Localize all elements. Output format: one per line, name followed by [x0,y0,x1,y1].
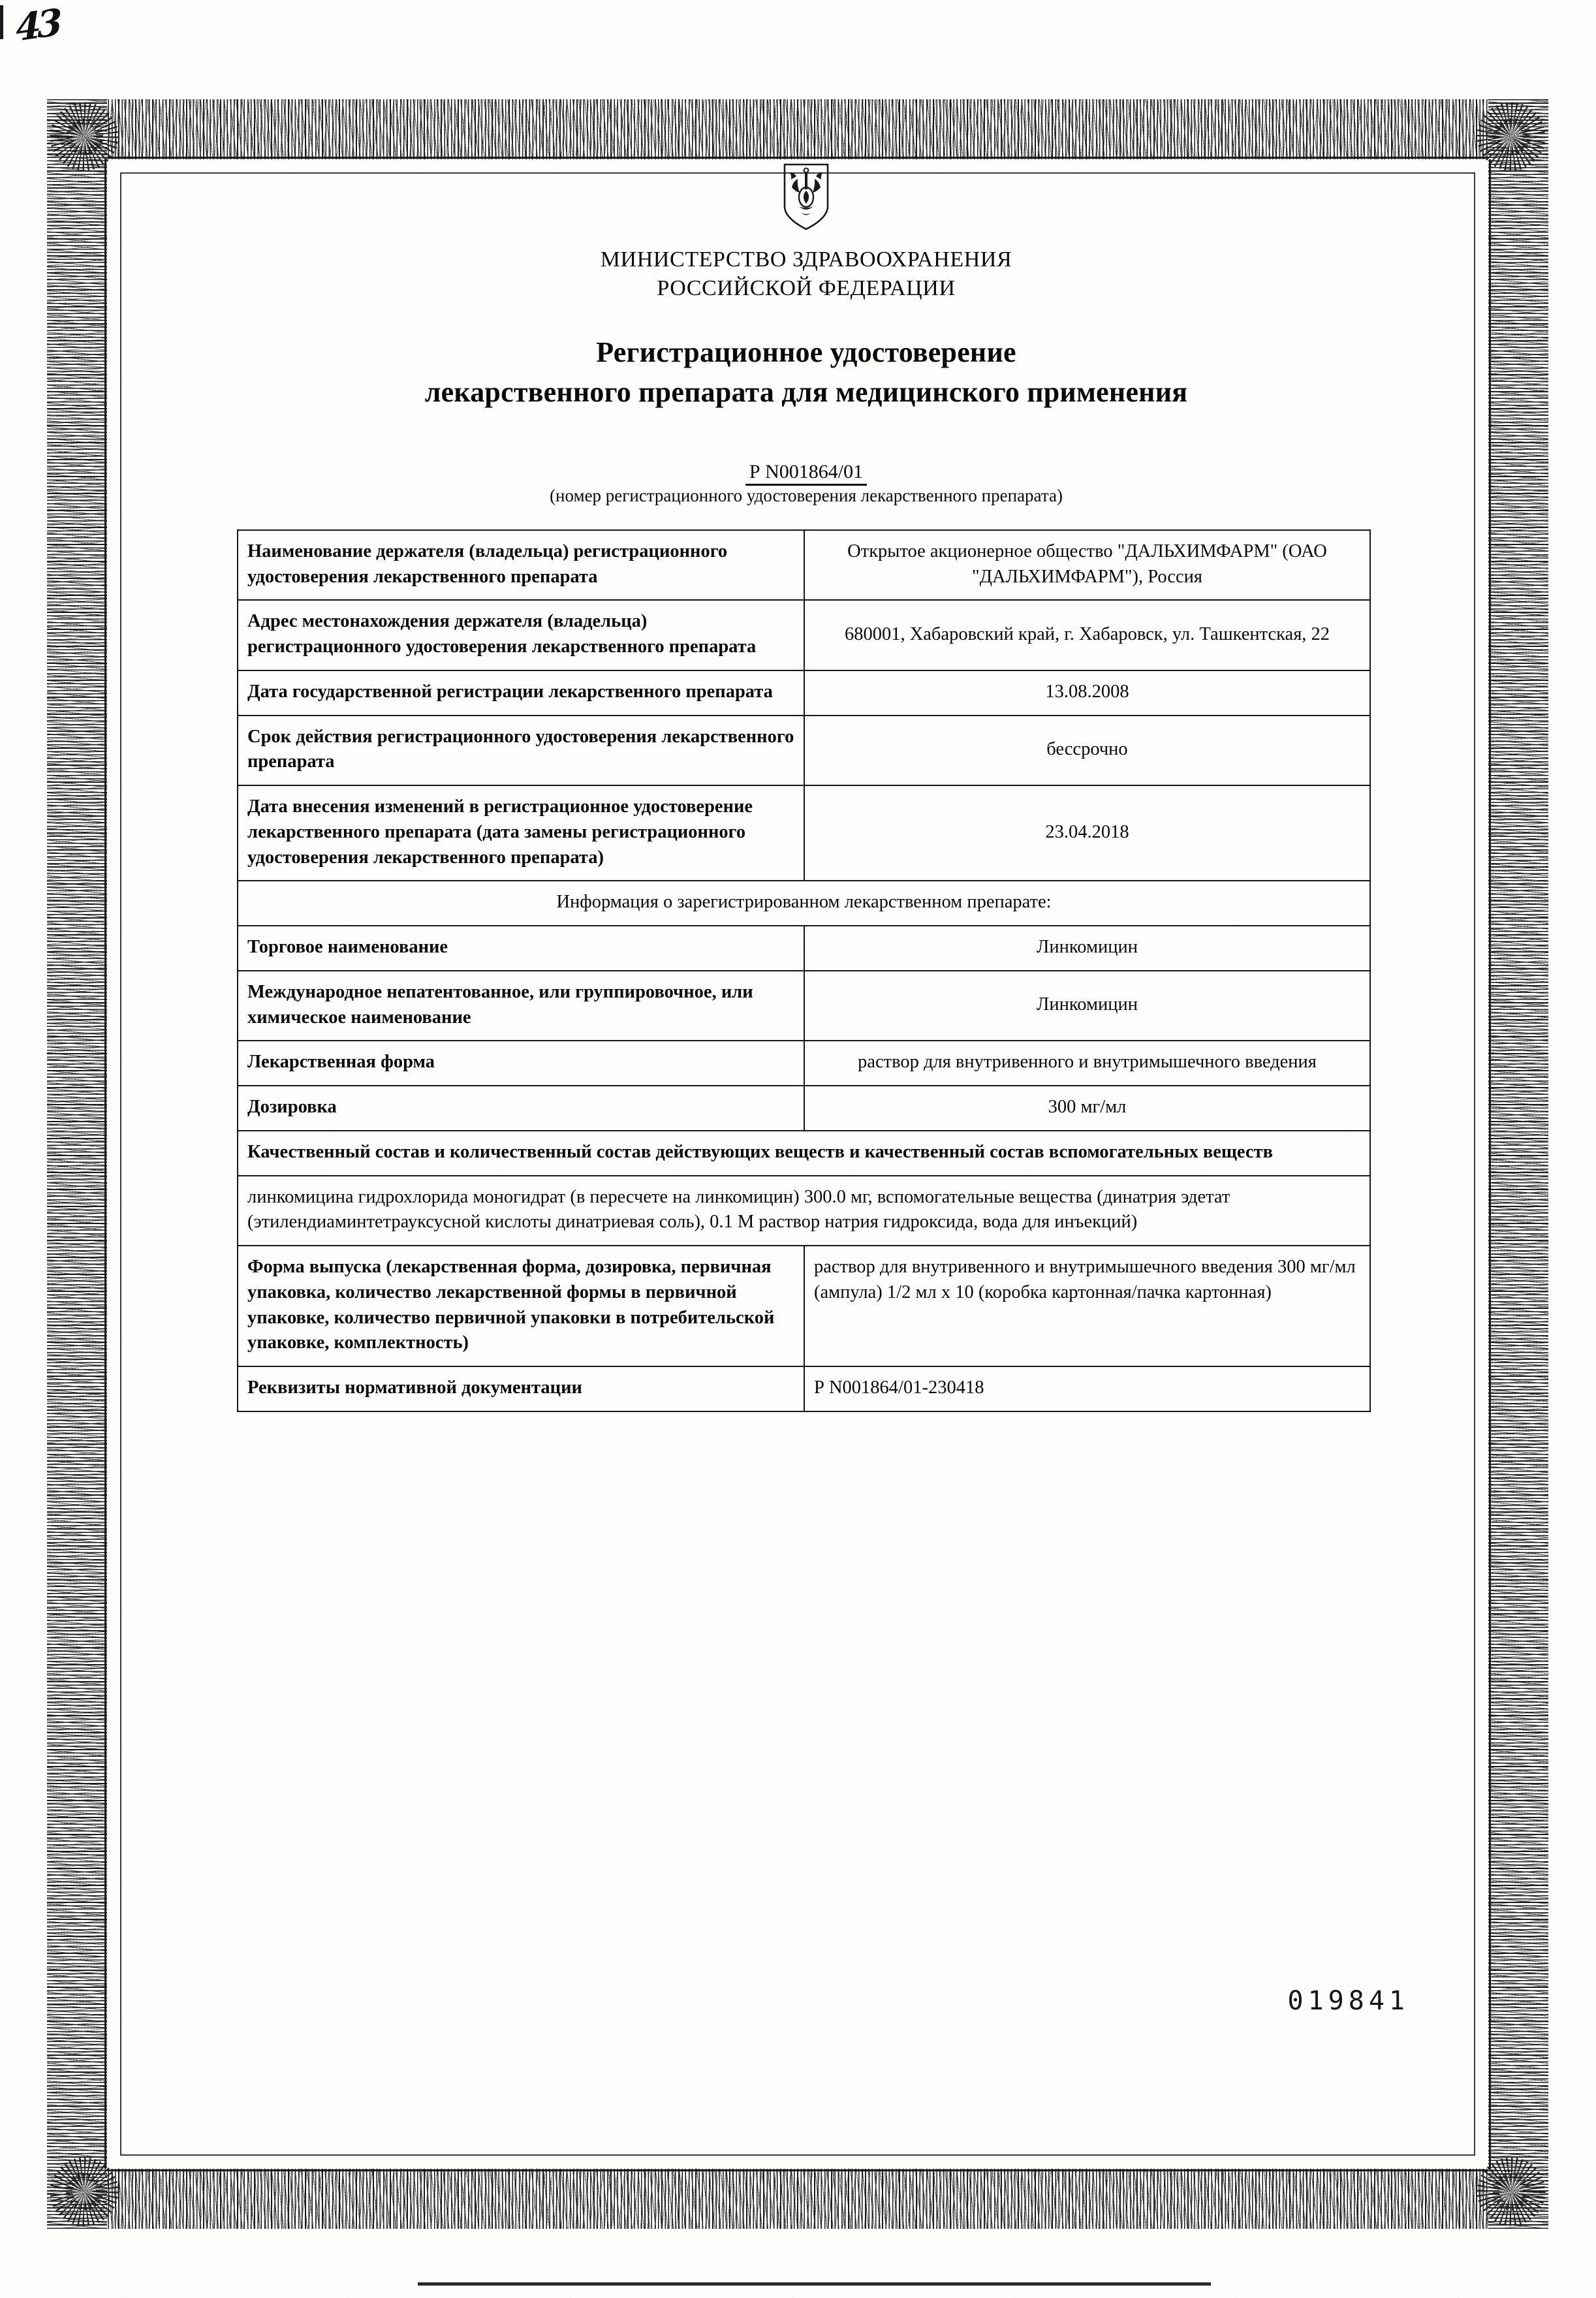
table-row [238,971,1370,1041]
holder-address-value: 680001, Хабаровский край, г. Хабаровск, ул. Ташкентская, 22 [804,600,1370,670]
table-row [238,716,1370,786]
russian-coat-of-arms-icon [782,163,830,231]
amendment-date-label: Дата внесения изменений в регистрационное удостоверение лекарственного препарата (дата замены регистрационного удостоверения лекарственного препарата) [238,785,804,881]
frame-rule-right [1489,159,1491,2169]
table-row [238,670,1370,716]
corner-rosette-top-left [35,87,133,185]
trade-name-value: Линкомицин [804,926,1370,971]
table-row [238,1041,1370,1086]
frame-rule-top [107,157,1488,159]
drug-info-section-header: Информация о зарегистрированном лекарственном препарате: [238,881,1370,926]
frame-rule-left [104,159,106,2169]
page-edge-tick [0,5,3,39]
border-band-left [47,99,107,2229]
dosage-form-value: раствор для внутривенного и внутримышечного введения [804,1041,1370,1086]
normative-docs-label: Реквизиты нормативной документации [238,1366,804,1411]
page-bottom-strip [418,2282,1211,2286]
certificate-table [237,529,1371,1412]
document-title-line-1: Регистрационное удостоверение [596,336,1016,369]
corner-rosette-bottom-right [1462,2143,1560,2241]
inn-label: Международное непатентованное, или группировочное, или химическое наименование [238,971,804,1041]
handwritten-annotation: 43 [15,1,59,50]
dosage-label: Дозировка [238,1086,804,1131]
registration-number-caption: (номер регистрационного удостоверения лекарственного препарата) [550,485,1063,505]
table-section-row [238,1131,1370,1176]
dosage-form-label: Лекарственная форма [238,1041,804,1086]
frame-rule-bottom [107,2169,1488,2171]
border-band-right [1488,99,1548,2229]
document-content [215,163,1397,1412]
inn-value: Линкомицин [804,971,1370,1041]
amendment-date-value: 23.04.2018 [804,785,1370,881]
release-form-label: Форма выпуска (лекарственная форма, дозировка, первичная упаковка, количество лекарственной формы в первичной упаковке, количество первичной упаковки в потребительской упаковке, комплектность) [238,1246,804,1366]
validity-period-label: Срок действия регистрационного удостоверения лекарственного препарата [238,716,804,786]
table-row [238,600,1370,670]
serial-number: 019841 [1287,1986,1409,2016]
ministry-line-1: МИНИСТЕРСТВО ЗДРАВООХРАНЕНИЯ [600,247,1012,272]
holder-name-value: Открытое акционерное общество "ДАЛЬХИМФАРМ" (ОАО "ДАЛЬХИМФАРМ"), Россия [804,530,1370,601]
holder-name-label: Наименование держателя (владельца) регистрационного удостоверения лекарственного препарата [238,530,804,601]
table-row [238,1366,1370,1411]
trade-name-label: Торговое наименование [238,926,804,971]
corner-rosette-bottom-left [35,2143,133,2241]
dosage-value: 300 мг/мл [804,1086,1370,1131]
table-row [238,1246,1370,1366]
composition-header: Качественный состав и количественный состав действующих веществ и качественный состав вспомогательных веществ [238,1131,1370,1176]
table-row [238,530,1370,601]
registration-date-label: Дата государственной регистрации лекарственного препарата [238,670,804,716]
release-form-value: раствор для внутривенного и внутримышечного введения 300 мг/мл (ампула) 1/2 мл х 10 (коробка картонная/пачка картонная) [804,1246,1370,1366]
table-section-row [238,1176,1370,1246]
holder-address-label: Адрес местонахождения держателя (владельца) регистрационного удостоверения лекарственного препарата [238,600,804,670]
ministry-heading [215,245,1397,303]
corner-rosette-top-right [1462,87,1560,185]
ministry-line-2: РОССИЙСКОЙ ФЕДЕРАЦИИ [657,276,956,301]
document-title [215,333,1397,412]
table-row [238,785,1370,881]
registration-date-value: 13.08.2008 [804,670,1370,716]
registration-number [215,461,1397,483]
border-band-top [47,99,1548,159]
table-row [238,1086,1370,1131]
validity-period-value: бессрочно [804,716,1370,786]
table-section-row [238,881,1370,926]
registration-number-value: Р N001864/01 [745,461,867,486]
border-band-bottom [47,2169,1548,2229]
composition-body: линкомицина гидрохлорида моногидрат (в пересчете на линкомицин) 300.0 мг, вспомогательные вещества (динатрия эдетат (этилендиаминтетрауксусной кислоты динатриевая соль), 0.1 М раствор натрия гидроксида, вода для инъекций) [238,1176,1370,1246]
normative-docs-value: Р N001864/01-230418 [804,1366,1370,1411]
document-title-line-2: лекарственного препарата для медицинского применения [424,376,1188,409]
table-row [238,926,1370,971]
